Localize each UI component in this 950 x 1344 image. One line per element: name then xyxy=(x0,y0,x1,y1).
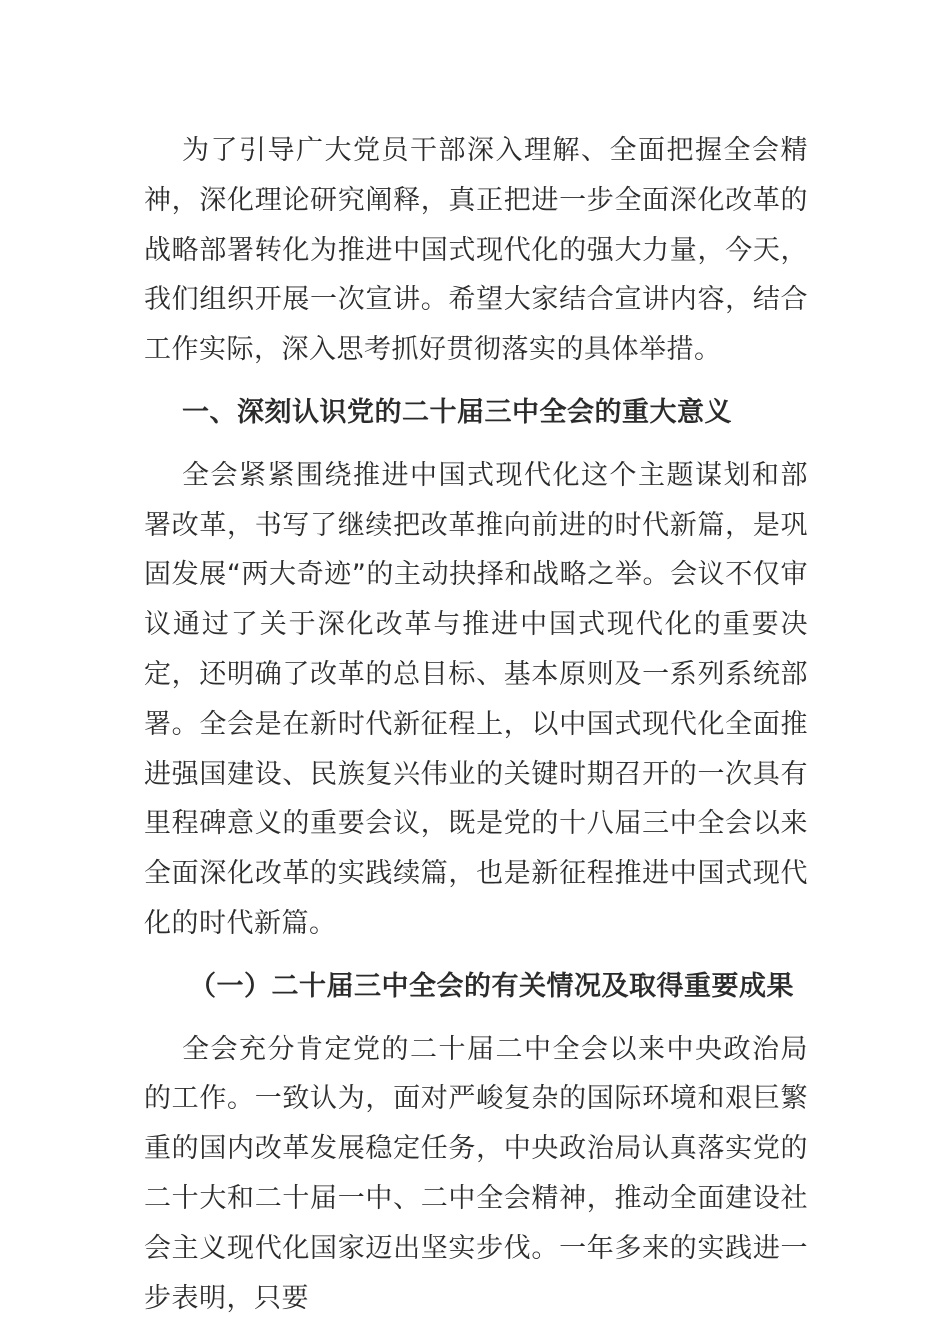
section-paragraph: 全会紧紧围绕推进中国式现代化这个主题谋划和部署改革，书写了继续把改革推向前进的时代新篇，是巩固发展“两大奇迹”的主动抉择和战略之举。会议不仅审议通过了关于深化改革与推进中国式现代化的重要决定，还明确了改革的总目标、基本原则及一系列系统部署。全会是在新时代新征程上，以中国式现代化全面推进强国建设、民族复兴伟业的关键时期召开的一次具有里程碑意义的重要会议，既是党的十八届三中全会以来全面深化改革的实践续篇，也是新征程推进中国式现代化的时代新篇。 xyxy=(144,459,808,939)
section-heading: 一、深刻认识党的二十届三中全会的重大意义 xyxy=(182,396,732,428)
document-body xyxy=(144,126,808,1323)
intro-paragraph: 为了引导广大党员干部深入理解、全面把握全会精神，深化理论研究阐释，真正把进一步全面深化改革的战略部署转化为推进中国式现代化的强大力量，今天，我们组织开展一次宣讲。希望大家结合宣讲内容，结合工作实际，深入思考抓好贯彻落实的具体举措。 xyxy=(144,135,808,366)
subsection-paragraph: 全会充分肯定党的二十届二中全会以来中央政治局的工作。一致认为，面对严峻复杂的国际环境和艰巨繁重的国内改革发展稳定任务，中央政治局认真落实党的二十大和二十届一中、二中全会精神，推动全面建设社会主义现代化国家迈出坚实步伐。一年多来的实践进一步表明，只要 xyxy=(144,1033,808,1314)
subsection-heading: （一）二十届三中全会的有关情况及取得重要成果 xyxy=(189,970,794,1002)
